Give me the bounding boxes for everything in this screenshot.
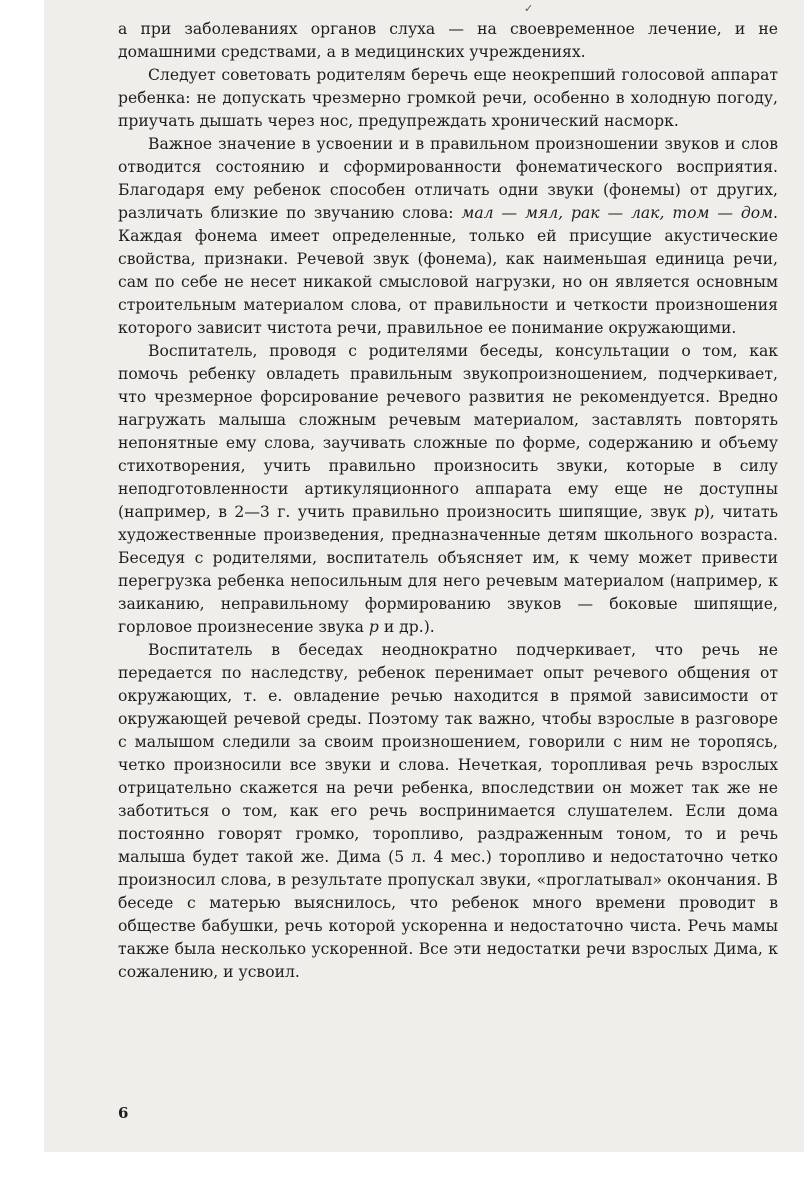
pencil-tick-mark: ✓ (524, 2, 534, 15)
page-number: 6 (118, 1104, 129, 1122)
paragraph (118, 18, 778, 64)
text-run: и др.). (378, 618, 435, 636)
italic-text: р (693, 503, 704, 521)
paragraph (118, 64, 778, 133)
paragraph (118, 340, 778, 639)
italic-text: мал — мял, рак — лак, том — дом (461, 204, 774, 222)
paragraph (118, 133, 778, 340)
text-run: а при заболеваниях органов слуха — на своевременное лечение, и не домашними средствами, а в медицинских учреждениях. (118, 20, 778, 61)
text-run: . Каждая фонема имеет определенные, только ей присущие акустические свойства, признаки. Речевой звук (фонема), как наименьшая единица речи, сам по себе не несет никакой смысловой нагрузки, но он является основным строительным материалом слова, от правильности и четкости произношения которого зависит чистота речи, правильное ее понимание окружающими. (118, 204, 778, 337)
paragraph (118, 639, 778, 984)
text-run: Важное значение в усвоении и в правильном произношении звуков и слов отводится состоянию и сформированности фонематического восприятия. Благодаря ему ребенок способен отличать одни звуки (фонемы) от других, различать близкие по звучанию слова: (118, 135, 778, 222)
text-run: Следует советовать родителям беречь еще неокрепший голосовой аппарат ребенка: не допускать чрезмерно громкой речи, особенно в холодную погоду, приучать дышать через нос, предупреждать хронический насморк. (118, 66, 778, 130)
book-page (44, 0, 804, 1152)
text-run: Воспитатель в беседах неоднократно подчеркивает, что речь не передается по наследству, ребенок перенимает опыт речевого общения от окружающих, т. е. овладение речью находится в прямой зависимости от окружающей речевой среды. Поэтому так важно, чтобы взрослые в разговоре с малышом следили за своим произношением, говорили с ним не торопясь, четко произносили все звуки и слова. Нечеткая, торопливая речь взрослых отрицательно скажется на речи ребенка, впоследствии он может так же не заботиться о том, как его речь воспринимается слушателем. Если дома постоянно говорят громко, торопливо, раздраженным тоном, то и речь малыша будет такой же. Дима (5 л. 4 мес.) торопливо и недостаточно четко произносил слова, в результате пропускал звуки, «проглатывал» окончания. В беседе с матерью выяснилось, что ребенок много времени проводит в обществе бабушки, речь которой ускоренна и недостаточно чиста. Речь мамы также была несколько ускоренной. Все эти недостатки речи взрослых Дима, к сожалению, и усвоил. (118, 641, 778, 981)
text-run: Воспитатель, проводя с родителями беседы, консультации о том, как помочь ребенку овладеть правильным звукопроизношением, подчеркивает, что чрезмерное форсирование речевого развития не рекомендуется. Вредно нагружать малыша сложным речевым материалом, заставлять повторять непонятные ему слова, заучивать сложные по форме, содержанию и объему стихотворения, учить правильно произносить звуки, которые в силу неподготовленности артикуляционного аппарата ему еще не доступны (например, в 2—3 г. учить правильно произносить шипящие, звук (118, 342, 778, 521)
text-run: ), читать художественные произведения, предназначенные детям школьного возраста. Беседуя с родителями, воспитатель объясняет им, к чему может привести перегрузка ребенка непосильным для него речевым материалом (например, к заиканию, неправильному формированию звуков — боковые шипящие, горловое произнесение звука (118, 503, 778, 636)
italic-text: р (368, 618, 379, 636)
body-text (118, 18, 778, 984)
